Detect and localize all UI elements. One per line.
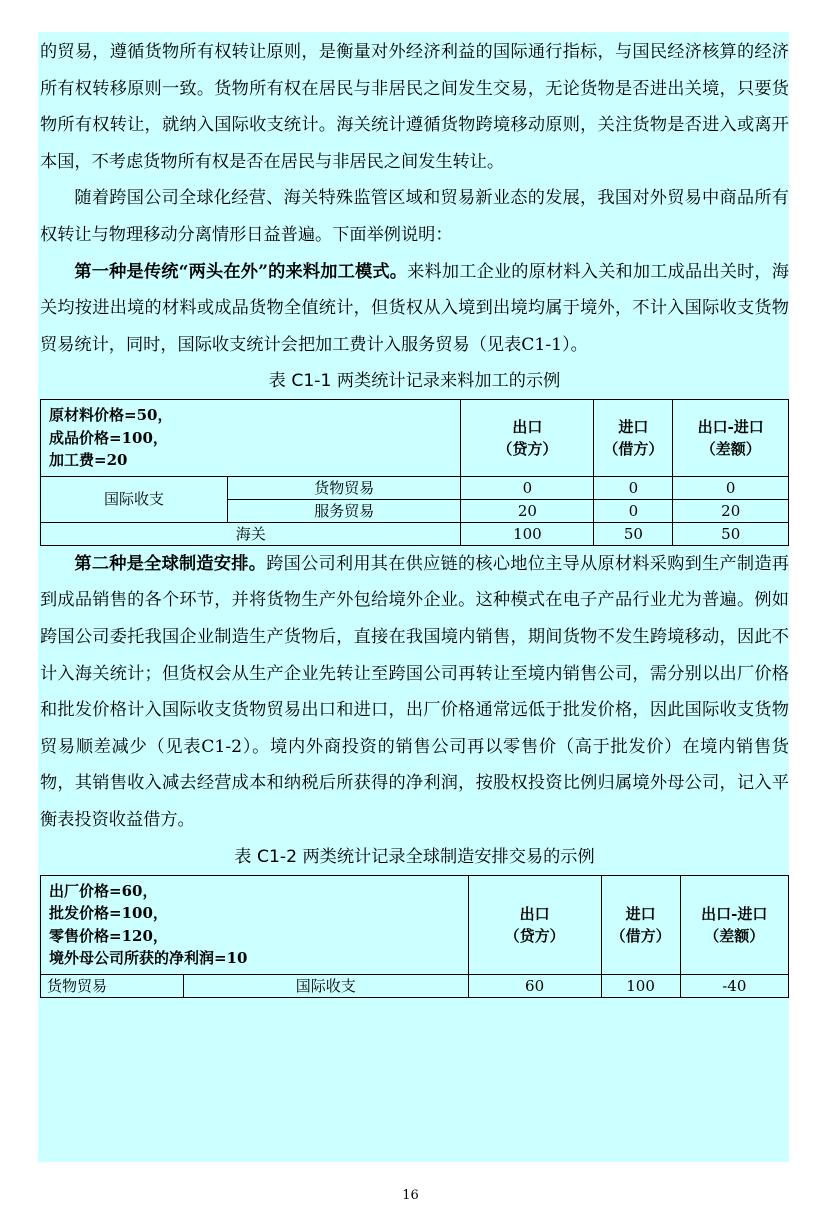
table-2-header-export: 出口 （贷方） [468, 875, 601, 974]
paragraph-1: 的贸易，遵循货物所有权转让原则，是衡量对外经济利益的国际通行指标，与国民经济核算的经济所有权转移原则一致。货物所有权在居民与非居民之间发生交易，无论货物是否进出关境，只要货物所有权转让，就纳入国际收支统计。海关统计遵循货物跨境移动原则，关注货物是否进入或离开本国，不考虑货物所有权是否在居民与非居民之间发生转让。 [40, 42, 789, 172]
table-1-group-label: 国际收支 [41, 476, 228, 522]
paragraph-3-lead: 第一种是传统“两头在外”的来料加工模式。 [74, 261, 408, 282]
table-2-header-import: 进口 （借方） [601, 875, 680, 974]
param-line: 零售价格=120， [49, 926, 168, 945]
cell: 0 [594, 499, 673, 522]
row-label: 货物贸易 [228, 476, 461, 499]
table-1-header-import: 进口 （借方） [594, 400, 673, 477]
page-content [40, 34, 789, 998]
cell: 20 [673, 499, 789, 522]
table-row [41, 522, 789, 545]
row-label: 服务贸易 [228, 499, 461, 522]
row-label: 海关 [41, 522, 461, 545]
cell: 0 [461, 476, 594, 499]
table-row [41, 974, 789, 997]
paragraph-3-body: 来料加工企业的原材料入关和加工成品出关时，海关均按进出境的材料或成品货物全值统计，但货权从入境到出境均属于境外，不计入国际收支货物贸易统计，同时，国际收支统计会把加工费计入服务贸易（见表C1-1）。 [40, 261, 789, 355]
paragraph-2: 随着跨国公司全球化经营、海关特殊监管区域和贸易新业态的发展，我国对外贸易中商品所有权转让与物理移动分离情形日益普遍。下面举例说明： [40, 188, 789, 245]
cell: 100 [601, 974, 680, 997]
table-1 [40, 399, 789, 546]
param-line: 批发价格=100， [49, 904, 168, 923]
table-2-header-balance: 出口-进口 （差额） [680, 875, 788, 974]
param-line: 成品价格=100， [49, 428, 168, 447]
table-1-caption: 表 C1-1 两类统计记录来料加工的示例 [268, 371, 561, 392]
paragraph-3 [40, 254, 789, 364]
row-label: 国际收支 [184, 974, 469, 997]
page-number: 16 [402, 1188, 419, 1203]
table-row [41, 476, 789, 499]
paragraph-4-body: 跨国公司利用其在供应链的核心地位主导从原材料采购到生产制造再到成品销售的各个环节，并将货物生产外包给境外企业。这种模式在电子产品行业尤为普遍。例如跨国公司委托我国企业制造生产货物后，直接在我国境内销售，期间货物不发生跨境移动，因此不计入海关统计；但货权会从生产企业先转让至跨国公司再转让至境内销售公司，需分别以出厂价格和批发价格计入国际收支货物贸易出口和进口，出厂价格通常远低于批发价格，因此国际收支货物贸易顺差减少（见表C1-2）。境内外商投资的销售公司再以零售价（高于批发价）在境内销售货物，其销售收入减去经营成本和纳税后所获得的净利润，按股权投资比例归属境外母公司，记入平衡表投资收益借方。 [40, 553, 789, 830]
table-1-params [41, 400, 461, 477]
cell: 100 [461, 522, 594, 545]
table-2-params [41, 875, 469, 974]
table-2-caption: 表 C1-2 两类统计记录全球制造安排交易的示例 [234, 846, 595, 867]
row-label: 货物贸易 [41, 974, 184, 997]
param-line: 原材料价格=50， [49, 406, 173, 425]
cell: 0 [594, 476, 673, 499]
param-line: 加工费=20 [49, 451, 128, 470]
cell: 50 [673, 522, 789, 545]
cell: 20 [461, 499, 594, 522]
paragraph-4-lead: 第二种是全球制造安排。 [74, 553, 267, 574]
cell: 50 [594, 522, 673, 545]
param-line: 境外母公司所获的净利润=10 [49, 949, 248, 968]
cell: -40 [680, 974, 788, 997]
paragraph-4 [40, 546, 789, 839]
cell: 60 [468, 974, 601, 997]
param-line: 出厂价格=60， [49, 881, 158, 900]
cell: 0 [673, 476, 789, 499]
table-2 [40, 875, 789, 998]
table-1-header-export: 出口 （贷方） [461, 400, 594, 477]
table-1-header-balance: 出口-进口 （差额） [673, 400, 789, 477]
